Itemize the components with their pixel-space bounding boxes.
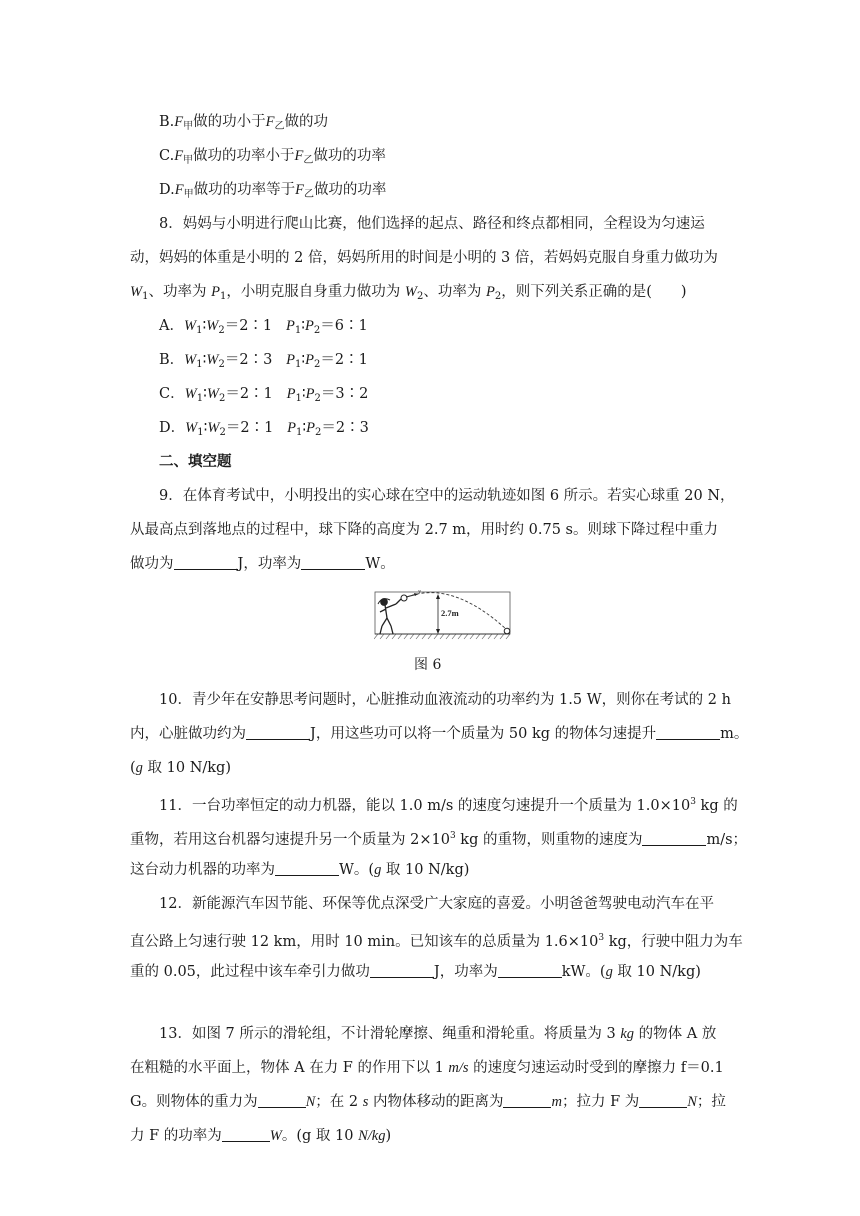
answer-blank <box>639 1093 687 1108</box>
figure-caption: 图 6 <box>414 657 442 673</box>
q12-line-1: 12．新能源汽车因节能、环保等优点深受广大家庭的喜爱。小明爸爸驾驶电动汽车在平 <box>159 896 714 912</box>
q8-option-a: A．$W_1∶W_2=2∶1$ $P_1∶P_2=6∶1$ <box>159 318 368 336</box>
q9-line-1: 9．在体育考试中，小明投出的实心球在空中的运动轨迹如图 6 所示。若实心球重 20 N， <box>159 488 735 504</box>
section-title-fill-in: 二、填空题 <box>159 453 232 470</box>
answer-blank <box>642 831 706 846</box>
q8-line-2: 动，妈妈的体重是小明的 2 倍，妈妈所用的时间是小明的 3 倍，若妈妈克服自身重力做功为 <box>130 250 718 266</box>
q10-line-3: (g 取 10 N/kg) <box>130 760 231 776</box>
velocity-label: v <box>418 590 422 595</box>
q11-line-2: 重物，若用这台机器匀速提升另一个质量为 $2\times 10^3$ kg 的重物，则重物的速度为 m/s； <box>130 831 748 848</box>
ball-icon <box>504 628 510 634</box>
q8-option-d: D．$W_1∶W_2=2∶1$ $P_1∶P_2=2∶3$ <box>159 420 369 438</box>
q7-option-b: $B.F_甲$做的功小于$F_乙$做的功 <box>159 114 328 132</box>
q13-line-3: G。则物体的重力为 N；在 2 s 内物体移动的距离为 m；拉力 F 为 N；拉 <box>130 1094 726 1110</box>
answer-blank <box>246 725 310 740</box>
q12-line-3: 重的 0.05，此过程中该车牵引力做功 J，功率为 kW。(g 取 10 N/kg) <box>130 964 701 980</box>
answer-blank <box>498 963 562 978</box>
q10-line-2: 内，心脏做功约为 J，用这些功可以将一个质量为 50 kg 的物体匀速提升 m。 <box>130 726 749 742</box>
q8-option-c: C．$W_1∶W_2=2∶1$ $P_1∶P_2=3∶2$ <box>159 386 369 404</box>
answer-blank <box>258 1093 306 1108</box>
answer-blank <box>656 725 720 740</box>
q13-line-2: 在粗糙的水平面上，物体 A 在力 F 的作用下以 1 m/s 的速度匀速运动时受到的摩擦力 f＝0.1 <box>130 1060 724 1076</box>
answer-blank <box>275 861 339 876</box>
q13-line-4: 力 F 的功率为 W。(g 取 10 N/kg) <box>130 1128 392 1144</box>
q10-line-1: 10．青少年在安静思考问题时，心脏推动血液流动的功率约为 1.5 W，则你在考试的 2 h <box>159 692 731 708</box>
height-label: 2.7m <box>441 608 459 618</box>
q8-line-1: 8．妈妈与小明进行爬山比赛，他们选择的起点、路径和终点都相同，全程设为匀速运 <box>159 216 705 232</box>
q9-line-2: 从最高点到落地点的过程中，球下降的高度为 2.7 m，用时约 0.75 s。则球下降过程中重力 <box>130 522 718 538</box>
q7-option-d: $D.F_甲$做功的功率等于$F_乙$做功的功率 <box>159 182 387 200</box>
ball-icon <box>401 595 407 601</box>
q8-option-b: B．$W_1∶W_2=2∶3$ $P_1∶P_2=2∶1$ <box>159 352 368 370</box>
q12-line-2: 直公路上匀速行驶 12 km，用时 10 min。已知该车的总质量为 $1.6\times 10^3$ kg，行驶中阻力为车 <box>130 933 743 950</box>
answer-blank <box>174 555 238 570</box>
shot-put-trajectory-figure <box>374 590 514 646</box>
answer-blank <box>222 1127 270 1142</box>
answer-blank <box>503 1093 551 1108</box>
q11-line-3: 这台动力机器的功率为 W。(g 取 10 N/kg) <box>130 862 470 878</box>
q7-option-c: $C.F_甲$做功的功率小于$F_乙$做功的功率 <box>159 148 386 166</box>
athlete-figure <box>378 599 401 634</box>
q9-line-3: 做功为 J，功率为 W。 <box>130 556 395 572</box>
q8-line-3: $W_1$、功率为 $P_1$，小明克服自身重力做功为 $W_2$、功率为 $P_2$，则下列关系正确的是( ) <box>130 284 687 302</box>
q11-line-1: 11．一台功率恒定的动力机器，能以 1.0 m/s 的速度匀速提升一个质量为 $1.0\times 10^3$ kg 的 <box>159 797 738 814</box>
answer-blank <box>301 555 365 570</box>
answer-blank <box>370 963 434 978</box>
q13-line-1: 13．如图 7 所示的滑轮组，不计滑轮摩擦、绳重和滑轮重。将质量为 3 kg 的物体 A 放 <box>159 1026 717 1042</box>
